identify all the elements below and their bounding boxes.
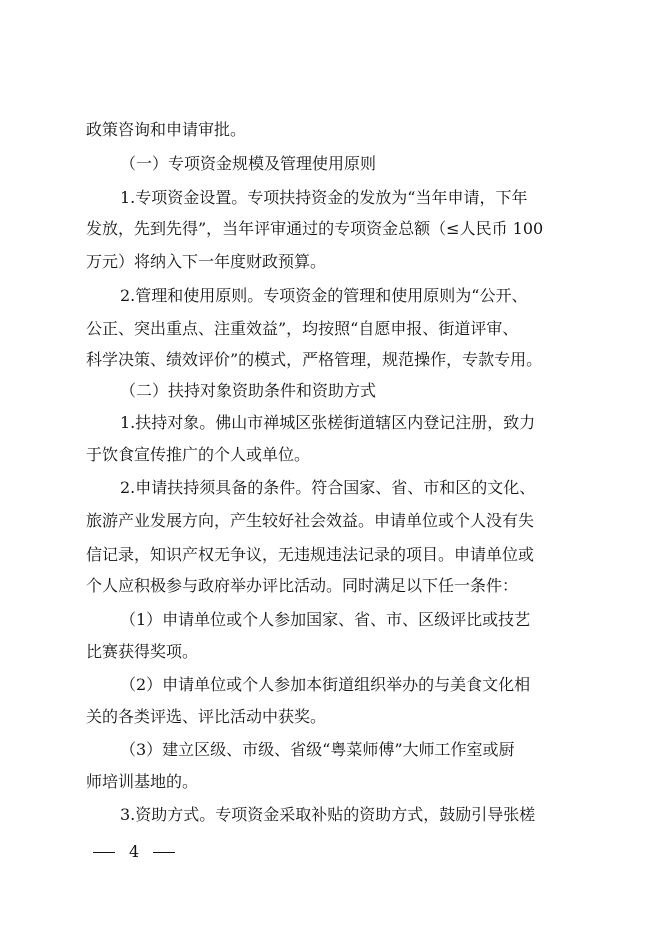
page-footer	[93, 842, 193, 862]
footer-dash-left	[93, 852, 115, 853]
page-number: 4	[129, 842, 140, 861]
document-page: 政策咨询和申请审批。 （一）专项资金规模及管理使用原则 1.专项资金设置。专项扶持资金的发放为“当年申请，下年 发放，先到先得”，当年评审通过的专项资金总额（≤人民币 100 万元）将纳入下一年度财政预算。 2.管理和使用原则。专项资金的管理和使用原则为“公开、 公正、突出重点、注重效益”，均按照“自愿申报、街道评审、 科学决策、绩效评价”的模式，严格管理，规范操作，专款专用。 （二）扶持对象资助条件和资助方式 1.扶持对象。佛山市禅城区张槎街道辖区内登记注册，致力 于饮食宣传推广的个人或单位。 2.申请扶持须具备的条件。符合国家、省、市和区的文化、 旅游产业发展方向，产生较好社会效益。申请单位或个人没有失 信记录，知识产权无争议，无违规违法记录的项目。申请单位或 个人应积极参与政府举办评比活动。同时满足以下任一条件： （1）申请单位或个人参加国家、省、市、区级评比或技艺 比赛获得奖项。 （2）申请单位或个人参加本街道组织举办的与美食文化相 关的各类评选、评比活动中获奖。 （3）建立区级、市级、省级“粤菜师傅”大师工作室或厨 师培训基地的。 3.资助方式。专项资金采取补贴的资助方式，鼓励引导张槎 4	[86, 120, 544, 861]
footer-dash-right	[153, 852, 175, 853]
